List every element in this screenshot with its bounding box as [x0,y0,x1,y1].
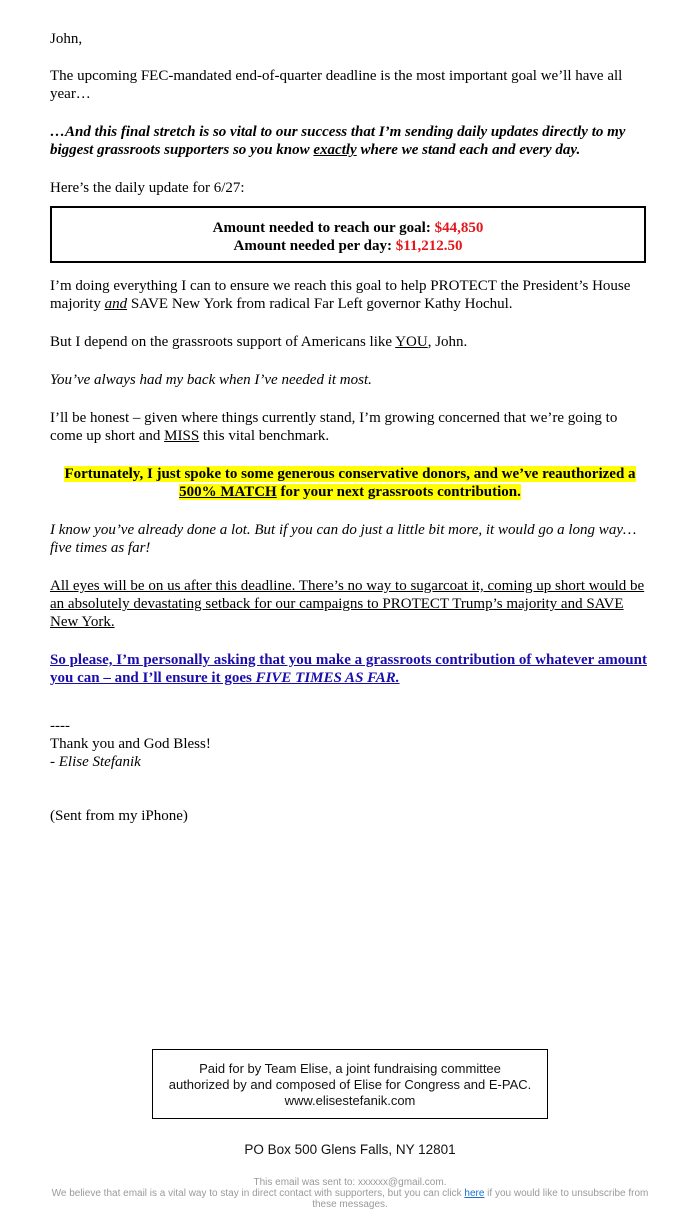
paragraph-all-eyes: All eyes will be on us after this deadline. There’s no way to sugarcoat it, coming up short would be an absolutely devastating setback for our campaigns to PROTECT Trump’s majority and SAVE New York. [50,578,645,630]
paragraph-deadline: The upcoming FEC-mandated end-of-quarter deadline is the most important goal we’ll have all year… [50,68,623,102]
signoff: Thank you and God Bless! [50,736,211,752]
emphasis-you: YOU [395,334,428,350]
emphasis-500-match: 500% MATCH [179,484,277,500]
paragraph-daily-update-date: Here’s the daily update for 6/27: [50,180,245,196]
mailing-address: PO Box 500 Glens Falls, NY 12801 [244,1142,456,1157]
emphasis-five-times-as-far[interactable]: FIVE TIMES AS FAR. [255,670,400,686]
emphasis-and: and [104,296,128,312]
paragraph-had-my-back: You’ve always had my back when I’ve needed it most. [50,372,372,388]
paragraph-five-times: I know you’ve already done a lot. But if you can do just a little bit more, it would go a long way… five times as far! [50,522,637,556]
paragraph-protect-majority: I’m doing everything I can to ensure we reach this goal to help PROTECT the President’s House majority and SAVE New York from radical Far Left governor Kathy Hochul. [50,278,631,312]
per-day-amount-value: $11,212.50 [395,238,463,254]
goal-box [50,206,646,263]
paid-for-by-disclaimer: Paid for by Team Elise, a joint fundraising committee authorized by and composed of Elise for Congress and E-PAC. www.elisestefanik.com [152,1049,548,1119]
unsubscribe-notice: We believe that email is a vital way to stay in direct contact with supporters, but you can click here if you would like to unsubscribe from these messages. [51,1188,649,1210]
salutation: John, [50,31,83,47]
per-day-amount-line: Amount needed per day: $11,212.50 [233,238,463,254]
sent-from-iphone: (Sent from my iPhone) [50,808,188,824]
signature: - Elise Stefanik [50,754,141,770]
unsubscribe-link[interactable]: here [464,1188,485,1199]
paragraph-match-highlight: Fortunately, I just spoke to some generous conservative donors, and we’ve reauthorized a 500% MATCH for your next grassroots contribution. [64,466,636,500]
paragraph-concern: I’ll be honest – given where things currently stand, I’m growing concerned that we’re going to come up short and MISS this vital benchmark. [50,410,618,444]
sent-to-notice: This email was sent to: xxxxxx@gmail.com. [253,1177,447,1188]
paragraph-daily-updates: …And this final stretch is so vital to our success that I’m sending daily updates directly to my biggest grassroots supporters so you know exactly where we stand each and every day. [50,124,626,158]
contribution-link[interactable]: So please, I’m personally asking that you make a grassroots contribution of whatever amount you can – and I’ll ensure it goes FIVE TIMES AS FAR. [50,652,647,686]
paragraph-grassroots-support: But I depend on the grassroots support of Americans like YOU, John. [50,334,468,350]
divider: ---- [50,718,70,734]
goal-amount-value: $44,850 [434,220,484,236]
goal-amount-line: Amount needed to reach our goal: $44,850 [212,220,484,236]
emphasis-exactly: exactly [313,142,357,158]
emphasis-miss: MISS [164,428,200,444]
